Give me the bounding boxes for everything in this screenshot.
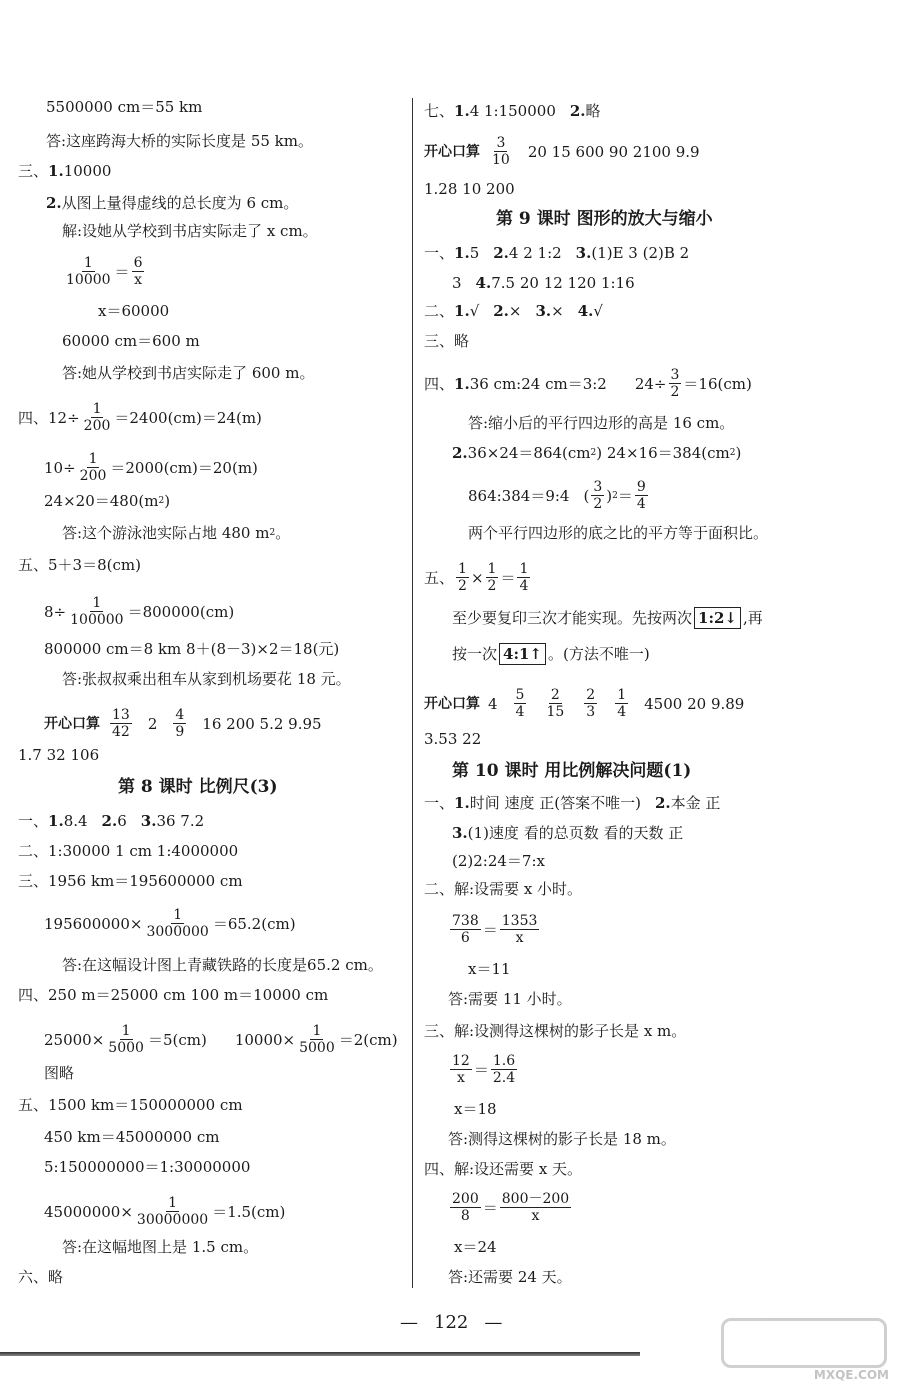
text: 24×20＝480(m (44, 492, 159, 510)
equation (44, 907, 296, 940)
answer-line (62, 523, 290, 543)
numerator: 3 (670, 367, 680, 383)
superscript: 2 (158, 496, 165, 506)
answer-line (18, 555, 141, 575)
text: 答:这个游泳池实际占地 480 m (62, 524, 270, 542)
text: 图略 (44, 1064, 75, 1082)
answer-line (18, 841, 238, 861)
answer-line (424, 331, 469, 351)
numerator: 1 (121, 1023, 131, 1039)
text: × (508, 302, 522, 320)
text: 答:缩小后的平行四边形的高是 16 cm。 (468, 414, 735, 432)
answer-line (452, 643, 650, 665)
item-number: 2. (101, 812, 118, 830)
numerator: 1 (88, 451, 98, 467)
denominator: 2 (593, 496, 603, 512)
text: ,再 (743, 609, 763, 627)
text: x＝11 (468, 960, 511, 978)
answer-line (452, 443, 741, 463)
fraction (297, 1023, 337, 1056)
text: 五、5＋3＝8(cm) (18, 556, 141, 574)
text: 二、1:30000 1 cm 1:4000000 (18, 842, 239, 860)
text: 24÷ (634, 374, 667, 393)
text: ) 24×16＝384(cm (596, 444, 730, 462)
item-number: 2. (493, 244, 509, 262)
denominator: 100000 (70, 612, 124, 628)
equation (44, 451, 258, 484)
fraction (491, 1053, 517, 1086)
text: ) (606, 486, 613, 505)
section-7 (424, 101, 601, 121)
fraction (500, 1191, 571, 1224)
text: 第 9 课时 图形的放大与缩小 (496, 209, 713, 229)
answer-line (44, 491, 170, 511)
text: x＝24 (454, 1238, 497, 1256)
text: 4 1:150000 (469, 102, 556, 120)
mental-math-label: 开心口算 (424, 695, 480, 712)
text: 864:384＝9:4 (468, 486, 570, 505)
bottom-rule (0, 1352, 640, 1356)
answer-line (44, 1157, 250, 1177)
mental-math-line (424, 687, 744, 720)
text: 3.53 22 (424, 730, 482, 748)
equation (448, 1191, 573, 1224)
fraction (110, 707, 132, 740)
text: 。 (275, 524, 291, 542)
text: 三、 (18, 162, 49, 180)
page-number-text: 122 (434, 1312, 469, 1333)
numerator: 9 (636, 479, 646, 495)
text: 答:这座跨海大桥的实际长度是 55 km。 (46, 132, 313, 150)
denominator: 30000000 (136, 1212, 209, 1228)
numerator: 1353 (501, 913, 538, 929)
text: × (551, 302, 564, 320)
text: 一、 (424, 794, 455, 812)
denominator: 2 (670, 384, 680, 400)
item-number: 2. (46, 194, 62, 212)
numerator: 1 (92, 595, 102, 611)
numerator: 1 (173, 907, 183, 923)
text: 答:她从学校到书店实际走了 600 m。 (62, 364, 315, 382)
text: ＝2000(cm)＝20(m) (110, 458, 258, 477)
fraction (500, 913, 540, 946)
numerator: 1 (458, 561, 467, 577)
text: 七、 (424, 102, 455, 120)
text: ＝16(cm) (683, 374, 752, 393)
item-number: 3. (575, 244, 592, 262)
denominator: 15 (546, 704, 565, 720)
text: 答:张叔叔乘出租车从家到机场要花 18 元。 (62, 670, 351, 688)
numerator: 12 (452, 1053, 470, 1069)
text: 1.28 10 200 (424, 180, 515, 198)
text: 7.5 20 12 120 1:16 (491, 274, 635, 292)
numerator: 1 (92, 401, 102, 417)
numerator: 2 (586, 687, 596, 703)
denominator: 6 (460, 930, 470, 946)
answer-line (44, 1127, 219, 1147)
text: √ (469, 302, 480, 320)
fraction (669, 367, 682, 400)
text: 2 (147, 714, 158, 733)
answer-line (44, 1063, 74, 1083)
section-2 (424, 301, 603, 321)
mental-math-label: 开心口算 (44, 715, 100, 732)
denominator: 4 (519, 578, 529, 594)
section-3 (18, 161, 111, 181)
answer-line (424, 879, 582, 899)
item-number: 3. (452, 824, 468, 842)
fraction (486, 561, 499, 594)
text: 三、解:设测得这棵树的影子长是 x m。 (424, 1022, 687, 1040)
answer-line (18, 1267, 63, 1287)
text: 时间 速度 正(答案不唯一) (469, 794, 641, 812)
text: × (470, 568, 484, 587)
item-number: 4. (577, 302, 594, 320)
text: 五、1500 km＝150000000 cm (18, 1096, 243, 1114)
text: 一、 (424, 244, 455, 262)
item-number: 2. (493, 302, 509, 320)
denominator: 4 (515, 704, 525, 720)
text: 10÷ (44, 458, 76, 477)
answer-line (62, 221, 318, 241)
watermark-logo (715, 1318, 895, 1384)
text: ＝1.5(cm) (212, 1202, 286, 1221)
text: 60000 cm＝600 m (62, 332, 200, 350)
text: 本金 正 (670, 794, 721, 812)
text: 六、略 (18, 1268, 64, 1286)
denominator: x (134, 272, 142, 288)
numerator: 1 (617, 687, 627, 703)
text: ) (735, 444, 742, 462)
dash: — (484, 1312, 503, 1333)
lesson-title (496, 209, 713, 229)
text: 第 8 课时 比例尺(3) (118, 777, 278, 797)
answer-line (424, 1159, 582, 1179)
equation (448, 1053, 519, 1086)
equation (62, 255, 146, 288)
numerator: 1 (83, 255, 93, 271)
text: 三、略 (424, 332, 470, 350)
page-number (400, 1312, 502, 1333)
denominator: 5000 (108, 1040, 144, 1056)
item-number: 1. (48, 812, 64, 830)
answer-line (424, 729, 481, 749)
answer-line (448, 1129, 676, 1149)
denominator: 200 (83, 418, 111, 434)
item-number: 1. (454, 374, 470, 393)
text: ＝ (500, 568, 516, 587)
answer-line (452, 607, 763, 629)
numerator: 200 (452, 1191, 479, 1207)
fraction (82, 401, 113, 434)
text: 10000 (63, 162, 112, 180)
text: ＝ (473, 1060, 489, 1079)
text: ＝65.2(cm) (212, 914, 296, 933)
text: 5:150000000＝1:30000000 (44, 1158, 251, 1176)
fraction (144, 907, 210, 940)
text: 答:需要 11 小时。 (448, 990, 572, 1008)
item-number: 2. (654, 794, 671, 812)
mental-math-label: 开心口算 (424, 143, 480, 160)
fraction (490, 135, 512, 168)
denominator: 200 (79, 468, 107, 484)
fraction (173, 707, 186, 740)
text: 20 15 600 90 2100 9.9 (527, 142, 700, 161)
text: ＝ (617, 486, 633, 505)
answer-line (452, 823, 683, 843)
text: 四、解:设还需要 x 天。 (424, 1160, 583, 1178)
text: 25000× (44, 1030, 105, 1049)
copier-button-box: 4:1↑ (499, 643, 546, 665)
fraction (64, 255, 113, 288)
text: 195600000× (44, 914, 143, 933)
denominator: 10000 (66, 272, 111, 288)
fraction (544, 687, 566, 720)
fraction (132, 255, 145, 288)
answer-line (62, 669, 351, 689)
text: (2)2:24＝7:x (452, 852, 545, 870)
answer-line (46, 97, 202, 117)
item-number: 1. (454, 794, 470, 812)
numerator: 1.6 (492, 1053, 516, 1069)
answer-line (424, 1021, 686, 1041)
text: 16 200 5.2 9.95 (202, 714, 322, 733)
text: 450 km＝45000000 cm (44, 1128, 220, 1146)
watermark-frame (721, 1318, 887, 1368)
fraction (68, 595, 125, 628)
answer-line (468, 413, 734, 433)
lesson-title (118, 777, 278, 797)
text: 1.7 32 106 (18, 746, 100, 764)
answer-line (18, 745, 99, 765)
text: (1)E 3 (2)B 2 (591, 244, 690, 262)
superscript: 2 (590, 448, 597, 458)
answer-line (454, 1099, 497, 1119)
mental-math-line (44, 707, 322, 740)
answer-line (452, 273, 635, 293)
numerator: 2 (550, 687, 560, 703)
text: 略 (585, 102, 601, 120)
lesson-title (452, 761, 691, 781)
text: 二、解:设需要 x 小时。 (424, 880, 583, 898)
text: 5 (469, 244, 480, 262)
answer-line (454, 1237, 497, 1257)
equation (448, 913, 541, 946)
section-1 (424, 243, 689, 263)
answer-line (46, 193, 298, 213)
equation (44, 595, 234, 628)
fraction (78, 451, 109, 484)
fraction (450, 1053, 472, 1086)
denominator: 2 (458, 578, 467, 594)
fraction (135, 1195, 210, 1228)
fraction (517, 561, 530, 594)
answer-line (452, 851, 545, 871)
text: 3 (452, 274, 462, 292)
numerator: 3 (496, 135, 506, 151)
copier-button-box: 1:2↓ (694, 607, 741, 629)
denominator: 42 (112, 724, 130, 740)
text: 答:在这幅地图上是 1.5 cm。 (62, 1238, 259, 1256)
text: 四、12÷ (18, 408, 80, 427)
text: 一、 (18, 812, 49, 830)
text: 36 cm:24 cm＝3:2 (469, 374, 607, 393)
denominator: 8 (460, 1208, 470, 1224)
denominator: x (531, 1208, 540, 1224)
answer-line (448, 989, 572, 1009)
numerator: 5 (515, 687, 525, 703)
text: 二、 (424, 302, 455, 320)
text: 45000000× (44, 1202, 133, 1221)
numerator: 1 (519, 561, 529, 577)
fraction (456, 561, 469, 594)
text: 四、 (424, 374, 455, 393)
text: 五、 (424, 568, 455, 587)
dash: — (400, 1312, 418, 1333)
text: (1)速度 看的总页数 看的天数 正 (467, 824, 684, 842)
text: 至少要复印三次才能实现。先按两次 (452, 609, 693, 627)
text: 答:在这幅设计图上青藏铁路的长度是65.2 cm。 (62, 956, 383, 974)
fraction (514, 687, 527, 720)
text: 4 2 1:2 (508, 244, 562, 262)
text: 36 7.2 (156, 812, 205, 830)
text: ＝ (482, 920, 498, 939)
text: 从图上量得虚线的总长度为 6 cm。 (61, 194, 299, 212)
denominator: 4 (617, 704, 627, 720)
equation (424, 367, 752, 400)
item-number: 1. (454, 102, 470, 120)
text: 答:还需要 24 天。 (448, 1268, 572, 1286)
answer-line (62, 331, 200, 351)
numerator: 800－200 (501, 1191, 570, 1207)
fraction (450, 913, 481, 946)
fraction (591, 479, 604, 512)
item-number: 1. (48, 162, 64, 180)
text: 8÷ (44, 602, 67, 621)
text: 四、250 m＝25000 cm 100 m＝10000 cm (18, 986, 329, 1004)
item-number: 1. (454, 302, 470, 320)
item-number: 2. (452, 444, 468, 462)
text: 两个平行四边形的底之比的平方等于面积比。 (468, 524, 769, 542)
column-divider (412, 98, 413, 1288)
text: ＝2400(cm)＝24(m) (114, 408, 262, 427)
watermark-text: MXQE.COM (813, 1368, 889, 1382)
text: x＝60000 (98, 302, 170, 320)
numerator: 3 (593, 479, 603, 495)
text: 6 (117, 812, 127, 830)
fraction (450, 1191, 481, 1224)
text: x＝18 (454, 1100, 497, 1118)
answer-line (18, 985, 328, 1005)
answer-line (62, 955, 383, 975)
item-number: 3. (140, 812, 157, 830)
answer-line (18, 871, 243, 891)
numerator: 738 (452, 913, 479, 929)
answer-line (468, 523, 768, 543)
fraction (615, 687, 628, 720)
superscript: 2 (269, 528, 276, 538)
superscript: 2 (612, 490, 618, 501)
numerator: 1 (312, 1023, 322, 1039)
fraction (584, 687, 597, 720)
text: 8.4 (63, 812, 88, 830)
denominator: x (456, 1070, 465, 1086)
item-number: 2. (569, 102, 586, 120)
answer-line (468, 959, 511, 979)
equation (18, 401, 262, 434)
item-number: 1. (454, 244, 470, 262)
denominator: 9 (175, 724, 185, 740)
fraction (106, 1023, 146, 1056)
denominator: 3 (586, 704, 596, 720)
numerator: 4 (175, 707, 185, 723)
denominator: 4 (636, 496, 646, 512)
text: 36×24＝864(cm (467, 444, 591, 462)
equation (44, 1195, 285, 1228)
superscript: 2 (729, 448, 736, 458)
fraction (635, 479, 648, 512)
text: 。(方法不唯一) (548, 645, 650, 663)
answer-line (62, 1237, 258, 1257)
mental-math-line (424, 135, 700, 168)
answer-line (46, 131, 313, 151)
numerator: 13 (112, 707, 130, 723)
text: ＝ (482, 1198, 498, 1217)
denominator: 2 (487, 578, 497, 594)
equation (468, 479, 650, 512)
text: ) (164, 492, 171, 510)
text: ＝5(cm) (147, 1030, 207, 1049)
denominator: 5000 (299, 1040, 335, 1056)
section-1 (424, 793, 720, 813)
text: ＝2(cm) (338, 1030, 398, 1049)
answer-line (98, 301, 169, 321)
answer-line (424, 179, 515, 199)
text: ( (583, 486, 590, 505)
text: 解:设她从学校到书店实际走了 x cm。 (62, 222, 318, 240)
answer-line (448, 1267, 572, 1287)
text: 5500000 cm＝55 km (46, 98, 203, 116)
answer-line (44, 639, 339, 659)
text: 第 10 课时 用比例解决问题(1) (452, 761, 692, 781)
text: √ (593, 302, 603, 320)
text: ＝ (114, 262, 130, 281)
denominator: 3000000 (146, 924, 209, 940)
text: 答:测得这棵树的影子长是 18 m。 (448, 1130, 676, 1148)
section-1 (18, 811, 204, 831)
numerator: 6 (133, 255, 143, 271)
equation (424, 561, 532, 594)
text: 按一次 (452, 645, 498, 663)
equation (44, 1023, 398, 1056)
text: 三、1956 km＝195600000 cm (18, 872, 243, 890)
answer-line (62, 363, 314, 383)
text: 4500 20 9.89 (644, 694, 745, 713)
numerator: 1 (168, 1195, 178, 1211)
text: 800000 cm＝8 km 8＋(8－3)×2＝18(元) (44, 640, 340, 658)
text: 4 (488, 694, 498, 713)
item-number: 3. (535, 302, 552, 320)
denominator: x (515, 930, 524, 946)
text: ＝800000(cm) (127, 602, 235, 621)
numerator: 1 (487, 561, 497, 577)
item-number: 4. (475, 274, 492, 292)
answer-line (18, 1095, 243, 1115)
denominator: 10 (492, 152, 510, 168)
text: 10000× (234, 1030, 296, 1049)
denominator: 2.4 (492, 1070, 516, 1086)
